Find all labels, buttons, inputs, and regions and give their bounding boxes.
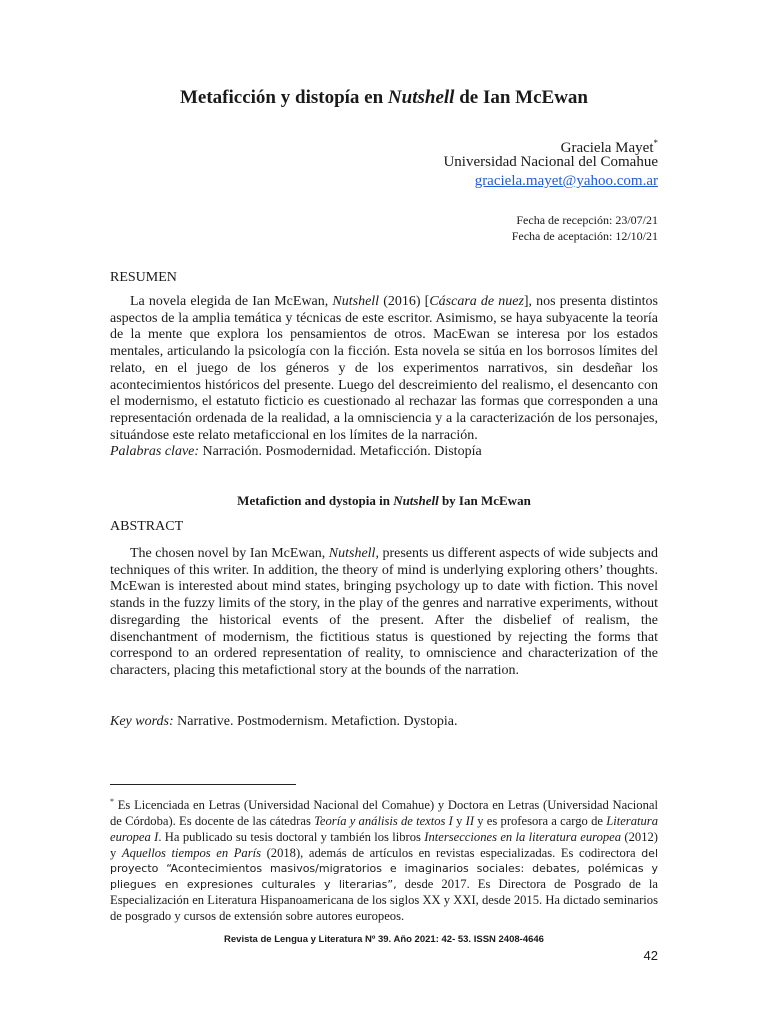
resumen-paragraph: La novela elegida de Ian McEwan, Nutshell (2016) [Cáscara de nuez], nos presenta distintos aspectos de la amplia temática y técnicas de este escritor. Asimismo, se haya subyacente la teoría de la mente que explora los pensamientos de otros. MacEwan se interesa por los estados mentales, articulando la psicología con la ficción. Esta novela se sitúa en los borrosos límites del relato, en el juego de los géneros y de los experimentos narrativos, sin desdeñar los acontecimientos históricos del presente. Luego del descreimiento del realismo, el desencanto con el modernismo, el estatuto ficticio es cuestionado al rechazar las formas que corresponden a una representación ordenada de la realidad, a la omnisciencia y a la caracterización de los personajes, situándose este relato metaficcional en los límites de la narración.: [110, 294, 658, 443]
footnote-marker: *: [653, 138, 658, 148]
abstract-paragraph: The chosen novel by Ian McEwan, Nutshell, presents us different aspects of wide subjects and techniques of this writer. In addition, the theory of mind is underlying exploring others’ thoughts. McEwan is interested about mind states, bringing psychology up to date with fiction. This novel stands in the fuzzy limits of the story, in the play of the genres and narrative experiments, without disregarding the historical events of the present. After the disbelief of realism, the disenchantment of modernism, the fictitious status is questioned by rejecting the forms that correspond to an ordered representation of reality, to omniscience and characterization of the characters, placing this metafictional story at the bounds of the narration.: [110, 546, 658, 678]
journal-citation: Revista de Lengua y Literatura Nº 39. Año 2021: 42- 53. ISSN 2408-4646: [224, 934, 544, 945]
footnote-text: * Es Licenciada en Letras (Universidad Nacional del Comahue) y Doctora en Letras (Universidad Nacional de Córdoba). Es docente de las cátedras Teoría y análisis de textos I y II y es profesora a cargo de Literatura europea I. Ha publicado su tesis doctoral y también los libros Intersecciones en la literatura europea (2012) y Aquellos tiempos en París (2018), además de artículos en revistas especializadas. Es codirectora del proyecto “Acontecimientos masivos/migratorios e imaginarios sociales: debates, polémicas y pliegues en expresiones culturales y literarias”, desde 2017. Es Directora de Posgrado de la Especialización en Literatura Hispanoamericana de los siglos XX y XXI, desde 2015. Ha dictado seminarios de posgrado y cursos de extensión sobre autores europeos.: [110, 797, 659, 923]
article-title: Metaficción y distopía en Nutshell de Ian McEwan: [179, 87, 588, 108]
acceptance-date: Fecha de aceptación: 12/10/21: [511, 229, 658, 243]
footnote-separator: [110, 784, 296, 785]
reception-date: Fecha de recepción: 23/07/21: [516, 213, 658, 227]
resumen-heading: RESUMEN: [110, 270, 177, 285]
author-institution: Universidad Nacional del Comahue: [443, 154, 658, 170]
abstract-keywords: Key words: Narrative. Postmodernism. Metafiction. Dystopia.: [110, 714, 458, 729]
abstract-heading: ABSTRACT: [110, 519, 184, 534]
resumen-keywords: Palabras clave: Narración. Posmodernidad. Metaficción. Distopía: [110, 444, 482, 459]
english-title: Metafiction and dystopia in Nutshell by Ian McEwan: [237, 493, 531, 508]
author-name: Graciela Mayet*: [560, 138, 658, 156]
author-email-link[interactable]: graciela.mayet@yahoo.com.ar: [474, 173, 658, 189]
page-number: 42: [643, 948, 658, 963]
